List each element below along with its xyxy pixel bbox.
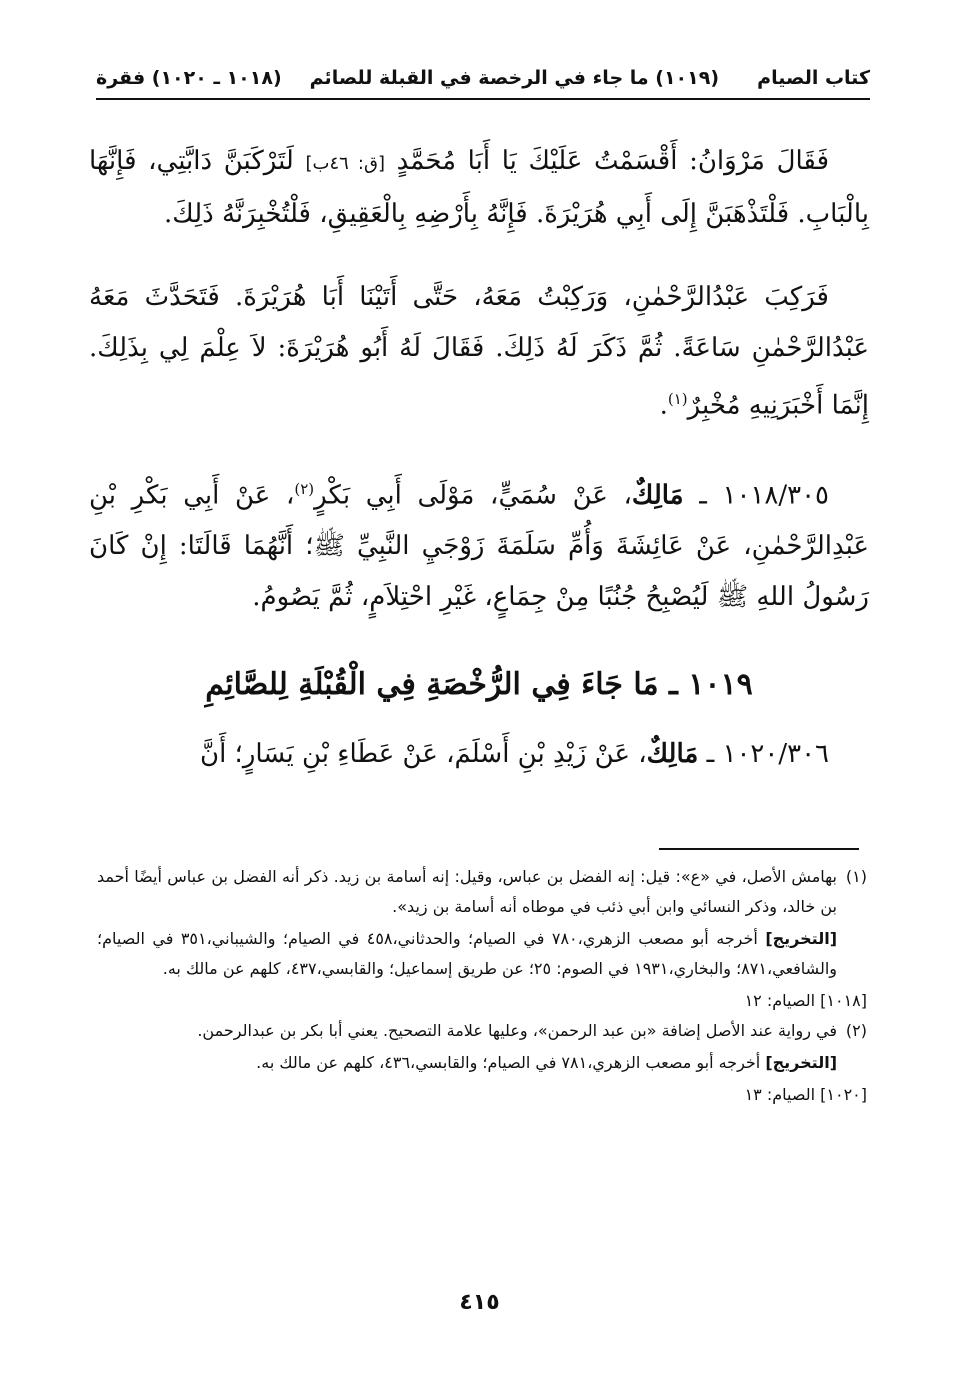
hadith-1020-number: ١٠٢٠/٣٠٦ [722,739,829,770]
hadith-1018 [89,464,869,624]
footnote-marker-1: (١) [667,390,688,408]
hadith-1020-dash: ـ [698,739,723,770]
takhrij-label-2: [التخريج] [765,1053,837,1072]
footnote-1-number: (١) [845,867,867,886]
footnote-1 [97,862,867,922]
main-text [89,136,869,812]
footnote-1-takhrij [97,924,867,984]
header-paragraph-range: (١٠١٨ ـ ١٠٢٠) فقرة [96,67,282,89]
paragraph-2 [89,272,869,432]
manuscript-folio-ref: [ق: ٤٦ب] [305,153,385,174]
paragraph-2-text: فَرَكِبَ عَبْدُالرَّحْمٰنِ، وَرَكِبْتُ مَعَهُ، حَتَّى أَتَيْنَا أَبَا هُرَيْرَةَ. فَتَحَدَّثَ مَعَهُ عَبْدُالرَّحْمٰنِ سَاعَةً. ثُمَّ ذَكَرَ لَهُ ذَلِكَ. فَقَالَ لَهُ أَبُو هُرَيْرَةَ: لاَ عِلْمَ لِي بِذَلِكَ. إِنَّمَا أَخْبَرَنِيهِ مُخْبِرٌ [89,282,869,421]
hadith-1018-dash: ـ [683,480,723,511]
paragraph-1 [89,136,869,240]
cross-ref-1018: [١٠١٨] الصيام: ١٢ [744,991,867,1010]
header-chapter-title: (١٠١٩) ما جاء في الرخصة في القبلة للصائم [309,67,720,89]
header-book-title: كتاب الصيام [757,67,870,89]
footnote-1-text: بهامش الأصل، في «ع»: قيل: إنه الفضل بن عباس، وقيل: إنه أسامة بن زيد. ذكر أنه الفضل بن عباس أيضًا أحمد بن خالد، وذكر النسائي وابن أبي ذئب في موطاه أنه أسامة بن زيد». [97,867,837,916]
hadith-1020 [89,729,869,780]
hadith-1018-number: ١٠١٨/٣٠٥ [722,480,829,511]
footnote-separator [659,848,859,850]
paragraph-1-part-a: فَقَالَ مَرْوَانُ: أَقْسَمْتُ عَلَيْكَ يَا أَبَا مُحَمَّدٍ [396,146,830,176]
hadith-1018-text-b: ، عَنْ أَبِي بَكْرِ بْنِ عَبْدِالرَّحْمٰنِ، عَنْ عَائِشَةَ وَأُمِّ سَلَمَةَ زَوْجَيِ النَّبِيِّ ﷺ؛ أَنَّهُمَا قَالَتَا: إِنْ كَانَ رَسُولُ اللهِ ﷺ لَيُصْبِحُ جُنُبًا مِنْ جِمَاعٍ، غَيْرِ احْتِلاَمٍ، ثُمَّ يَصُومُ. [89,480,869,613]
hadith-1020-text: ، عَنْ زَيْدِ بْنِ أَسْلَمَ، عَنْ عَطَاءِ بْنِ يَسَارٍ؛ أَنَّ [199,739,647,770]
hadith-1020-narrator: مَالِكٌ [646,739,699,770]
chapter-heading: ١٠١٩ ـ مَا جَاءَ فِي الرُّخْصَةِ فِي الْقُبْلَةِ لِلصَّائِمِ [205,667,753,703]
footnote-marker-2: (٢) [294,479,315,498]
page-number: ٤١٥ [459,1290,500,1315]
header-left-group [96,67,719,89]
cross-ref-1020: [١٠٢٠] الصيام: ١٣ [744,1085,867,1104]
paragraph-2-end: . [659,390,668,421]
takhrij-label-1: [التخريج] [765,929,837,948]
footnote-2-text: في رواية عند الأصل إضافة «بن عبد الرحمن»، وعليها علامة التصحيح. يعني أبا بكر بن عبدالرحمن. [197,1021,837,1040]
footnote-2 [97,1016,867,1046]
footnotes [97,862,867,1110]
footnote-1-takhrij-text: أخرجه أبو مصعب الزهري،٧٨٠ في الصيام؛ والحدثاني،٤٥٨ في الصيام؛ والشيباني،٣٥١ في الصيام؛ والشافعي،٨٧١؛ والبخاري،١٩٣١ في الصوم: ٢٥؛ عن طريق إسماعيل؛ والقابسي،٤٣٧، كلهم عن مالك به. [97,929,837,978]
hadith-1018-narrator: مَالِكٌ [631,480,684,511]
paragraph-1-part-b: لَتَرْكَبَنَّ دَابَّتِي، فَإِنَّهَا بِالْبَابِ. فَلْتَذْهَبَنَّ إِلَى أَبِي هُرَيْرَةَ. فَإِنَّهُ بِأَرْضِهِ بِالْعَقِيقِ، فَلْتُخْبِرَنَّهُ ذَلِكَ. [89,146,869,229]
hadith-1018-text-a: ، عَنْ سُمَيٍّ، مَوْلَى أَبِي بَكْرٍ [314,480,632,511]
running-header [96,58,870,100]
footnote-2-takhrij-text: أخرجه أبو مصعب الزهري،٧٨١ في الصيام؛ والقابسي،٤٣٦، كلهم عن مالك به. [256,1053,761,1072]
footnote-2-number: (٢) [845,1021,867,1040]
footnote-2-takhrij [97,1048,867,1078]
